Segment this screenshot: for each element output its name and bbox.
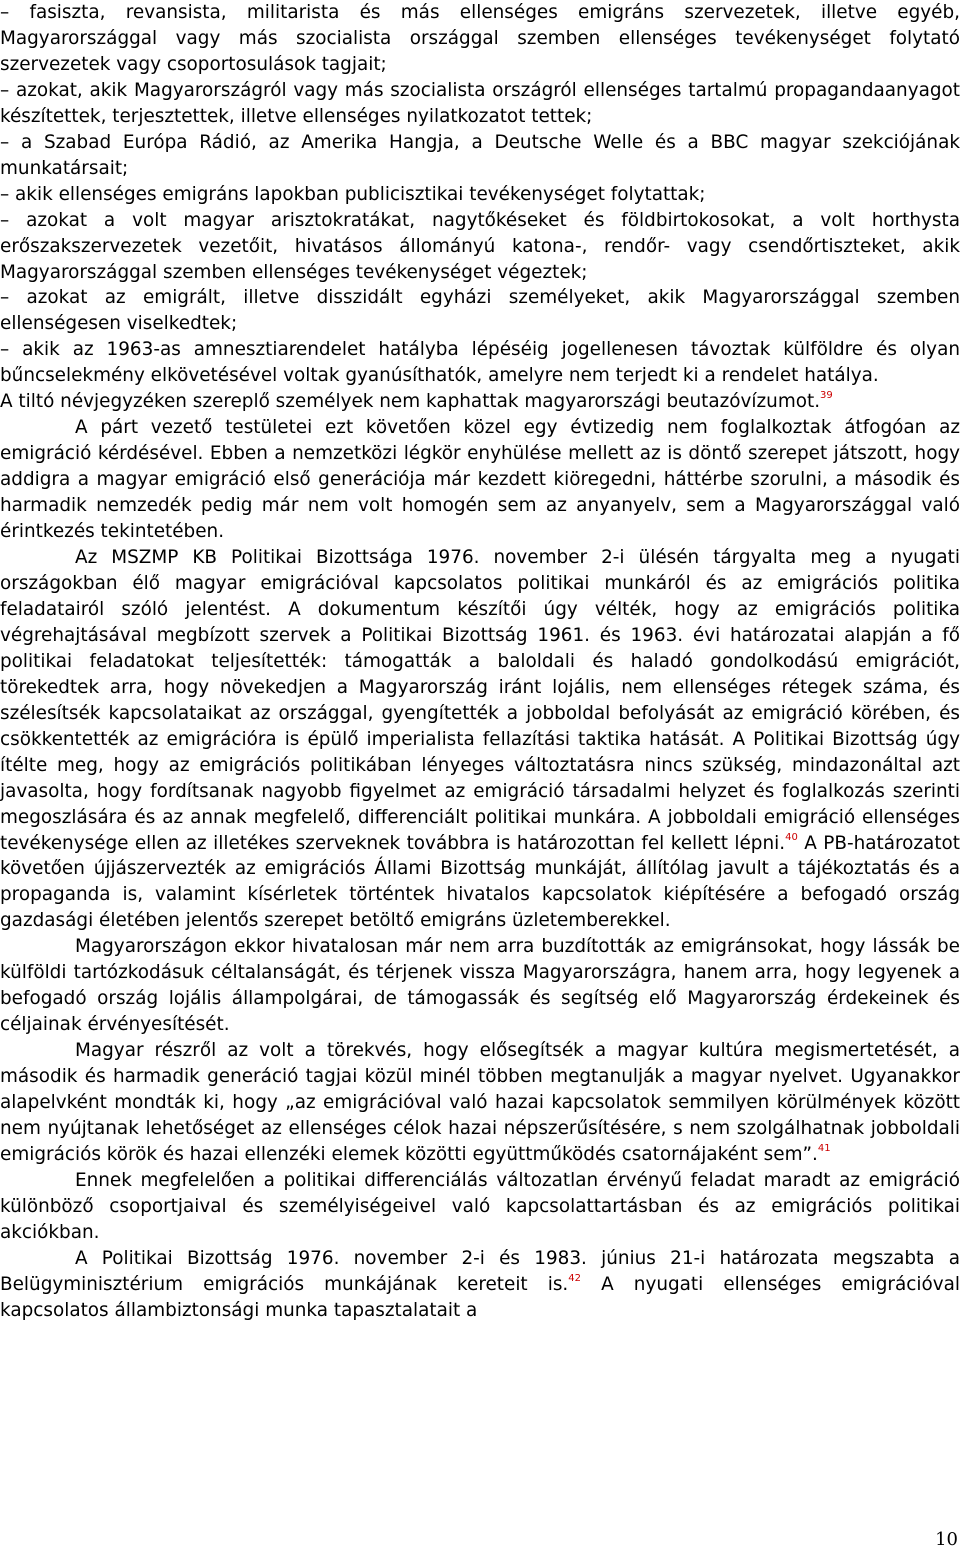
paragraph-text: Az MSZMP KB Politikai Bizottsága 1976. november 2-i ülésén tárgyalta meg a nyugati országokban élő magyar emigrációval kapcsolatos politikai munkáról és az emigrációs politika feladatairól szóló jelentést. A dokumentum készítői úgy vélték, hogy az emigrációs politika végrehajtásával megbízott szervek a Politikai Bizottság 1961. és 1963. évi határozatai alapján a fő politikai feladatokat teljesítették: támogatták a baloldali és haladó gondolkodású emigrációt, törekedtek arra, hogy növekedjen a Magyarország iránt lojális, nem ellenséges rétegek száma, és szélesítsék kapcsolataikat az országgal, gyengítették a jobboldal befolyását az emigráció körében, és csökkentették az emigrációra is épülő imperialista fellazítási taktika hatását. A Politikai Bizottság úgy ítélte meg, hogy az emigrációs politikában lényeges változtatásra nincs szükség, mindazonáltal azt javasolta, hogy fordítsanak nagyobb figyelmet az emigráció társadalmi helyzet és foglalkozás szerinti megoszlására és az annak megfelelő, differenciált politikai munkára. A jobboldali emigráció ellenséges tevékenysége ellen az illetékes szerveknek továbbra is határozottan fel kellett lépni.: [0, 547, 960, 854]
list-item: – azokat, akik Magyarországról vagy más szocialista országról ellenséges tartalmú propagandaanyagot készítettek, terjesztettek, illetve ellenséges nyilatkozatot tettek;: [0, 79, 960, 127]
footnote-ref-42[interactable]: 42: [568, 1272, 582, 1284]
list-item: – akik az 1963-as amnesztiarendelet hatályba lépéséig jogellenesen távoztak külföldre és olyan bűncselekmény elkövetésével voltak gyanúsíthatók, amelyre nem terjedt ki a rendelet hatálya.: [0, 339, 960, 387]
footnote-ref-39[interactable]: 39: [820, 390, 833, 402]
list-item: – a Szabad Európa Rádió, az Amerika Hangja, a Deutsche Welle és a BBC magyar szekciójának munkatársait;: [0, 131, 960, 179]
footnote-ref-40[interactable]: 40: [785, 831, 798, 843]
list-item: – fasiszta, revansista, militarista és más ellenséges emigráns szervezetek, illetve egyéb, Magyarországgal vagy más szocialista országgal szemben ellenséges tevékenységet folytató szervezetek vagy csoportosulások tagjait;: [0, 2, 960, 75]
paragraph: [0, 1246, 960, 1324]
list-item: – azokat az emigrált, illetve disszidált egyházi személyeket, akik Magyarországgal szemben ellenségesen viselkedtek;: [0, 287, 960, 335]
paragraph-text: A Politikai Bizottság 1976. november 2-i és 1983. június 21-i határozata megszabta a Belügyminisztérium emigrációs munkájának kereteit is.: [0, 1247, 960, 1295]
paragraph: [0, 1038, 960, 1168]
paragraph: A párt vezető testületei ezt követően közel egy évtizedig nem foglalkoztak átfogóan az emigráció kérdésével. Ebben a nemzetközi légkör enyhülése mellett az is döntő szerepet játszott, hogy addigra a magyar emigráció első generációja már kezdett kiöregedni, háttérbe szorulni, a második és harmadik nemzedék pedig már nem volt homogén sem az anyanyelv, sem a Magyarországgal való érintkezés tekintetében.: [0, 417, 960, 543]
paragraph-text: A PB-határozatot követően újjászervezték az emigrációs Állami Bizottság munkáját, állítólag javult a tájékoztatás és a propaganda is, valamint kísérletek történtek hivatalos kapcsolatok kiépítésére a befogadó ország gazdasági életében jelentős szerepet betöltő emigráns üzletemberekkel.: [0, 832, 960, 932]
paragraph-text: Magyar részről az volt a törekvés, hogy elősegítsék a magyar kultúra megismertetését, a második és harmadik generáció tagjai közül minél többen megtanulják a magyar nyelvet. Ugyanakkor alapelvként mondták ki, hogy „az emigrációval való hazai kapcsolatok semmilyen körülmények között nem nyújtanak lehetőséget az ellenséges célok hazai népszerűsítésére, s nem szolgálhatnak jobboldali emigrációs körök és hazai ellenzéki elemek közötti együttműködés csatornájaként sem”.: [0, 1040, 960, 1165]
list-item: – akik ellenséges emigráns lapokban publicisztikai tevékenységet folytattak;: [0, 183, 706, 205]
footnote-ref-41[interactable]: 41: [817, 1142, 831, 1154]
paragraph: Ennek megfelelően a politikai differenciálás változatlan érvényű feladat maradt az emigráció különböző csoportjaival és személyiségeivel való kapcsolattartásban és az emigrációs politikai akciókban.: [0, 1169, 960, 1243]
paragraph: [0, 545, 960, 934]
list-item: – azokat a volt magyar arisztokratákat, nagytőkéseket és földbirtokosokat, a volt horthysta erőszakszervezetek vezetőit, hivatásos állományú katona-, rendőr- vagy csendőrtiszteket, akik Magyarországgal szemben ellenséges tevékenységet végeztek;: [0, 209, 960, 283]
paragraph-text: A nyugati ellenséges emigrációval kapcsolatos állambiztonsági munka tapasztalatait a: [0, 1273, 960, 1321]
paragraph-text: A tiltó névjegyzéken szereplő személyek nem kaphattak magyarországi beutazóvízumot.: [0, 391, 821, 413]
paragraph: Magyarországon ekkor hivatalosan már nem arra buzdították az emigránsokat, hogy lássák be külföldi tartózkodásuk céltalanságát, és térjenek vissza Magyarországra, hanem arra, hogy legyenek a befogadó ország lojális állampolgárai, de támogassák és segítség elő Magyarország érdekeinek és céljainak érvényesítését.: [0, 936, 960, 1036]
paragraph: [0, 389, 960, 415]
page-number: 10: [935, 1529, 958, 1550]
